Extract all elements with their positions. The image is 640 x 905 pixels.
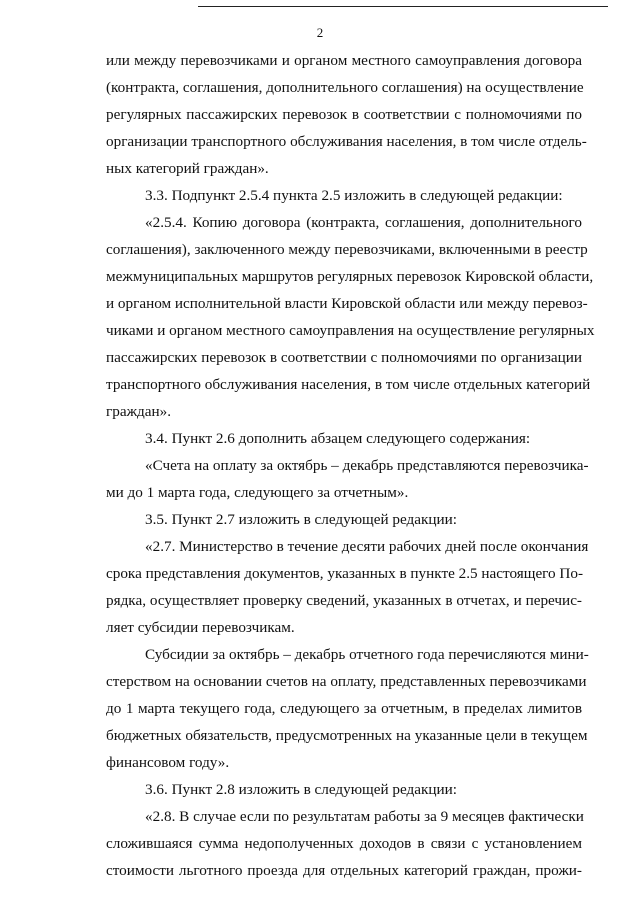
text-line: «Счета на оплату за октябрь – декабрь представляются перевозчика- [145, 457, 589, 474]
text-line: «2.7. Министерство в течение десяти рабочих дней после окончания [145, 538, 589, 555]
text-line: Субсидии за октябрь – декабрь отчетного года перечисляются мини- [145, 646, 589, 663]
text-line: чиками и органом местного самоуправления на осуществление регулярных [106, 322, 595, 339]
text-line: «2.8. В случае если по результатам работы за 9 месяцев фактически [145, 808, 584, 825]
text-line: стоимости льготного проезда для отдельных категорий граждан, прожи- [106, 862, 582, 879]
text-line: и органом исполнительной власти Кировской области или между перевоз- [106, 295, 588, 312]
text-line: бюджетных обязательств, предусмотренных на указанные цели в текущем [106, 727, 588, 744]
text-line: ми до 1 марта года, следующего за отчетным». [106, 484, 409, 501]
text-line: или между перевозчиками и органом местного самоуправления договора [106, 52, 582, 69]
text-line: ных категорий граждан». [106, 160, 269, 177]
text-line: до 1 марта текущего года, следующего за отчетным, в пределах лимитов [106, 700, 582, 717]
text-line: стерством на основании счетов на оплату, представленных перевозчиками [106, 673, 587, 690]
text-line: межмуниципальных маршрутов регулярных перевозок Кировской области, [106, 268, 594, 285]
text-line: организации транспортного обслуживания населения, в том числе отдель- [106, 133, 587, 150]
text-line: сложившаяся сумма недополученных доходов в связи с установлением [106, 835, 582, 852]
text-line: рядка, осуществляет проверку сведений, указанных в отчетах, и перечис- [106, 592, 582, 609]
text-line: ляет субсидии перевозчикам. [106, 619, 295, 636]
text-line: пассажирских перевозок в соответствии с полномочиями по организации [106, 349, 582, 366]
page-number: 2 [316, 25, 324, 40]
text-line: транспортного обслуживания населения, в том числе отдельных категорий [106, 376, 591, 393]
text-line: срока представления документов, указанных в пункте 2.5 настоящего По- [106, 565, 584, 582]
text-line: регулярных пассажирских перевозок в соответствии с полномочиями по [106, 106, 582, 123]
text-line: 3.6. Пункт 2.8 изложить в следующей редакции: [145, 781, 458, 798]
text-line: финансовом году». [106, 754, 230, 771]
text-line: 3.3. Подпункт 2.5.4 пункта 2.5 изложить в следующей редакции: [145, 187, 563, 204]
text-line: 3.5. Пункт 2.7 изложить в следующей редакции: [145, 511, 458, 528]
text-line: соглашения), заключенного между перевозчиками, включенными в реестр [106, 241, 588, 258]
text-line: 3.4. Пункт 2.6 дополнить абзацем следующего содержания: [145, 430, 531, 447]
text-line: «2.5.4. Копию договора (контракта, соглашения, дополнительного [145, 214, 582, 231]
header-rule [198, 6, 608, 7]
text-line: (контракта, соглашения, дополнительного соглашения) на осуществление [106, 79, 584, 96]
text-line: граждан». [106, 403, 172, 420]
